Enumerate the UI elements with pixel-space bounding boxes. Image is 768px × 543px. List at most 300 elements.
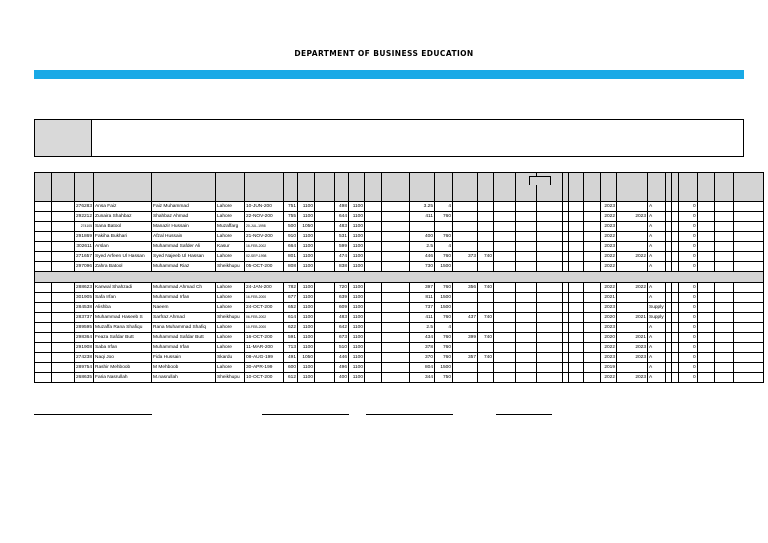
cell-blank — [714, 202, 733, 212]
table-group-separator — [35, 272, 764, 283]
cell-blank — [35, 353, 52, 363]
cell-blank — [733, 323, 763, 333]
cell-blank — [52, 363, 75, 373]
cell-total-3: 760 — [435, 343, 453, 353]
cell-zero: 0 — [678, 343, 697, 353]
cell-blank — [697, 283, 714, 293]
cell-year-2: 2022 — [617, 252, 648, 262]
cell-total-4: 740 — [478, 333, 494, 343]
cell-blank — [671, 283, 678, 293]
cell-blank — [714, 283, 733, 293]
cell-blank — [382, 363, 410, 373]
cell-total-1: 1100 — [298, 303, 315, 313]
table-header-row — [35, 173, 764, 202]
cell-total-4 — [478, 212, 494, 222]
cell-blank — [714, 363, 733, 373]
cell-dob: 08-AUG-199 — [245, 353, 284, 363]
cell-year-1: 2022 — [601, 283, 617, 293]
cell-blank — [537, 252, 563, 262]
cell-total-3: 760 — [435, 252, 453, 262]
cell-marks-1: 664 — [284, 242, 298, 252]
cell-blank — [584, 343, 601, 353]
cell-blank — [52, 303, 75, 313]
cell-blank — [516, 313, 537, 323]
cell-zero: 0 — [678, 212, 697, 222]
cell-blank — [516, 303, 537, 313]
cell-year-2 — [617, 323, 648, 333]
cell-total-1: 1100 — [298, 262, 315, 272]
cell-zero: 0 — [678, 303, 697, 313]
cell-blank — [365, 293, 382, 303]
header-corner-cell — [529, 176, 551, 185]
cell-year-2 — [617, 262, 648, 272]
cell-division: A — [648, 202, 666, 212]
cell-division: A — [648, 222, 666, 232]
cell-marks-2: 498 — [335, 202, 349, 212]
cell-dob: 24-JAN-200 — [245, 283, 284, 293]
cell-total-1: 1100 — [298, 212, 315, 222]
cell-blank — [584, 373, 601, 383]
cell-blank — [365, 353, 382, 363]
table-row — [35, 283, 764, 293]
cell-blank — [569, 313, 584, 323]
cell-reg-no: 283737 — [75, 313, 94, 323]
cell-blank — [516, 232, 537, 242]
cell-marks-3: 804 — [410, 363, 435, 373]
cell-blank — [671, 222, 678, 232]
cell-marks-3: 411 — [410, 313, 435, 323]
cell-blank — [35, 363, 52, 373]
cell-blank — [671, 323, 678, 333]
cell-father-name: Fida Hussain — [152, 353, 216, 363]
cell-marks-2: 483 — [335, 313, 349, 323]
cell-blank — [697, 202, 714, 212]
cell-blank — [35, 373, 52, 383]
cell-marks-1: 614 — [284, 313, 298, 323]
cell-city: Sheikhupu — [216, 373, 245, 383]
cell-marks-3: 446 — [410, 252, 435, 262]
cell-marks-3: 730 — [410, 262, 435, 272]
cell-marks-4 — [453, 232, 478, 242]
cell-blank — [365, 262, 382, 272]
cell-total-2: 1100 — [349, 373, 365, 383]
cell-total-2: 1100 — [349, 262, 365, 272]
cell-name: Zunaira Shahbaz — [94, 212, 152, 222]
cell-reg-no: 302611 — [75, 242, 94, 252]
cell-blank — [315, 303, 335, 313]
cell-blank — [52, 343, 75, 353]
cell-blank — [365, 303, 382, 313]
cell-year-2 — [617, 363, 648, 373]
cell-reg-no: 276283 — [75, 202, 94, 212]
cell-total-4 — [478, 242, 494, 252]
cell-father-name: Afzal Hussain — [152, 232, 216, 242]
cell-year-2: 2023 — [617, 212, 648, 222]
cell-total-4 — [478, 202, 494, 212]
cell-total-2: 1100 — [349, 323, 365, 333]
cell-blank — [516, 293, 537, 303]
cell-blank — [52, 202, 75, 212]
cell-father-name: Muhammad Irfan — [152, 293, 216, 303]
cell-father-name: Muhammad Ahmad Ch — [152, 283, 216, 293]
cell-marks-2: 644 — [335, 212, 349, 222]
cell-reg-no: 292212 — [75, 212, 94, 222]
cell-blank — [584, 262, 601, 272]
cell-father-name: Shahbaz Ahmad — [152, 212, 216, 222]
cell-blank — [365, 323, 382, 333]
cell-blank — [516, 333, 537, 343]
cell-marks-1: 782 — [284, 283, 298, 293]
cell-blank — [382, 283, 410, 293]
cell-zero: 0 — [678, 333, 697, 343]
cell-division: A — [648, 323, 666, 333]
cell-blank — [697, 232, 714, 242]
cell-father-name: Faiz Muhammad — [152, 202, 216, 212]
cell-reg-no: 274238 — [75, 353, 94, 363]
cell-blank — [733, 232, 763, 242]
table-row — [35, 222, 764, 232]
cell-reg-no: 298364 — [75, 333, 94, 343]
cell-blank — [494, 262, 516, 272]
cell-year-2 — [617, 202, 648, 212]
cell-marks-2: 446 — [335, 353, 349, 363]
cell-blank — [365, 242, 382, 252]
cell-blank — [494, 363, 516, 373]
cell-blank — [697, 222, 714, 232]
cell-total-2: 1100 — [349, 303, 365, 313]
cell-total-3: 760 — [435, 232, 453, 242]
cell-name: Syed Arfeen Ul Hassan — [94, 252, 152, 262]
cell-blank — [315, 343, 335, 353]
cell-blank — [584, 303, 601, 313]
cell-blank — [52, 232, 75, 242]
cell-dob: 06-FEB-2002 — [245, 313, 284, 323]
cell-division: A — [648, 343, 666, 353]
cell-total-1: 1100 — [298, 283, 315, 293]
cell-blank — [671, 333, 678, 343]
cell-blank — [494, 222, 516, 232]
cell-blank — [697, 353, 714, 363]
table-row — [35, 262, 764, 272]
cell-name: Muzaffa Rana Shafiqu — [94, 323, 152, 333]
cell-total-3: 760 — [435, 313, 453, 323]
cell-total-2: 1100 — [349, 353, 365, 363]
cell-blank — [35, 212, 52, 222]
cell-marks-1: 600 — [284, 363, 298, 373]
cell-total-3: 760 — [435, 353, 453, 363]
cell-blank — [365, 373, 382, 383]
cell-blank — [733, 242, 763, 252]
cell-year-2 — [617, 303, 648, 313]
cell-marks-4 — [453, 303, 478, 313]
cell-blank — [315, 283, 335, 293]
cell-blank — [382, 212, 410, 222]
cell-marks-3: 434 — [410, 333, 435, 343]
cell-blank — [52, 222, 75, 232]
cell-blank — [697, 242, 714, 252]
cell-blank — [537, 262, 563, 272]
signature-line-1 — [34, 414, 152, 415]
cell-blank — [365, 252, 382, 262]
cell-blank — [365, 283, 382, 293]
cell-blank — [714, 252, 733, 262]
cell-blank — [382, 353, 410, 363]
cell-blank — [537, 343, 563, 353]
cell-blank — [697, 293, 714, 303]
cell-blank — [35, 293, 52, 303]
cell-marks-4 — [453, 343, 478, 353]
cell-blank — [733, 293, 763, 303]
cell-blank — [569, 212, 584, 222]
cell-year-2 — [617, 232, 648, 242]
cell-zero: 0 — [678, 353, 697, 363]
cell-marks-3: 400 — [410, 232, 435, 242]
cell-blank — [516, 363, 537, 373]
cell-blank — [494, 373, 516, 383]
cell-dob: 16-FEB-2000 — [245, 293, 284, 303]
cell-name: Ansa Faiz — [94, 202, 152, 212]
cell-name: Faria Nasrullah — [94, 373, 152, 383]
cell-year-1: 2022 — [601, 262, 617, 272]
cell-blank — [697, 252, 714, 262]
cell-total-2: 1100 — [349, 242, 365, 252]
cell-blank — [671, 232, 678, 242]
cell-dob: 02-SEP-1998 — [245, 252, 284, 262]
table-row — [35, 242, 764, 252]
cell-blank — [494, 343, 516, 353]
cell-blank — [569, 373, 584, 383]
cell-dob: 11-MAR-200 — [245, 343, 284, 353]
cell-name: Feaza Safdar Butt — [94, 333, 152, 343]
cell-blank — [315, 262, 335, 272]
cell-father-name: Muhammad Riaz — [152, 262, 216, 272]
cell-total-2: 1100 — [349, 293, 365, 303]
table-group-1 — [35, 202, 764, 272]
cell-blank — [52, 262, 75, 272]
cell-blank — [569, 293, 584, 303]
signature-line-4 — [496, 414, 552, 415]
cell-year-1: 2023 — [601, 222, 617, 232]
cell-division: A — [648, 373, 666, 383]
cell-blank — [584, 212, 601, 222]
cell-blank — [52, 242, 75, 252]
cell-blank — [494, 212, 516, 222]
header-band — [34, 70, 744, 79]
cell-blank — [35, 242, 52, 252]
page-title: DEPARTMENT OF BUSINESS EDUCATION — [294, 49, 474, 58]
cell-zero: 0 — [678, 283, 697, 293]
table-row — [35, 313, 764, 323]
cell-zero: 0 — [678, 323, 697, 333]
cell-year-2: 2021 — [617, 313, 648, 323]
cell-zero: 0 — [678, 242, 697, 252]
cell-marks-3: 411 — [410, 212, 435, 222]
cell-year-1: 2023 — [601, 242, 617, 252]
cell-blank — [494, 252, 516, 262]
cell-blank — [494, 313, 516, 323]
cell-blank — [52, 283, 75, 293]
cell-blank — [537, 222, 563, 232]
cell-dob: 20-JUL-1998 — [245, 222, 284, 232]
cell-total-2: 1100 — [349, 232, 365, 242]
cell-blank — [52, 333, 75, 343]
cell-zero: 0 — [678, 232, 697, 242]
cell-year-2 — [617, 293, 648, 303]
cell-blank — [35, 252, 52, 262]
cell-blank — [537, 293, 563, 303]
cell-blank — [584, 353, 601, 363]
cell-city: Lahore — [216, 202, 245, 212]
cell-blank — [697, 313, 714, 323]
cell-blank — [494, 353, 516, 363]
cell-reg-no: 289754 — [75, 363, 94, 373]
cell-blank — [365, 222, 382, 232]
cell-marks-4 — [453, 363, 478, 373]
cell-blank — [697, 262, 714, 272]
cell-blank — [714, 242, 733, 252]
cell-marks-1: 751 — [284, 202, 298, 212]
cell-blank — [697, 343, 714, 353]
cell-blank — [569, 303, 584, 313]
cell-blank — [494, 202, 516, 212]
cell-total-2: 1100 — [349, 343, 365, 353]
cell-total-1: 1100 — [298, 363, 315, 373]
cell-marks-3: 397 — [410, 283, 435, 293]
cell-blank — [733, 343, 763, 353]
cell-name: Alishba — [94, 303, 152, 313]
cell-marks-1: 491 — [284, 353, 298, 363]
cell-dob: 10-FEB-2000 — [245, 323, 284, 333]
cell-blank — [569, 252, 584, 262]
cell-blank — [516, 323, 537, 333]
cell-marks-2: 400 — [335, 373, 349, 383]
info-box — [34, 119, 744, 157]
cell-name: Safa Irfan — [94, 293, 152, 303]
cell-total-3 — [435, 222, 453, 232]
cell-blank — [569, 262, 584, 272]
cell-blank — [671, 353, 678, 363]
cell-dob: 22-NOV-200 — [245, 212, 284, 222]
cell-division: Supply — [648, 313, 666, 323]
table-row — [35, 252, 764, 262]
cell-blank — [714, 222, 733, 232]
cell-total-3: 4 — [435, 242, 453, 252]
cell-marks-2: 642 — [335, 323, 349, 333]
cell-blank — [35, 323, 52, 333]
cell-year-1: 2022 — [601, 252, 617, 262]
cell-marks-4 — [453, 202, 478, 212]
cell-city: Lahore — [216, 252, 245, 262]
cell-father-name: Syed Najeeb Ul Hassan — [152, 252, 216, 262]
cell-marks-4 — [453, 212, 478, 222]
cell-blank — [569, 202, 584, 212]
cell-zero: 0 — [678, 262, 697, 272]
cell-blank — [365, 333, 382, 343]
cell-blank — [537, 303, 563, 313]
cell-blank — [714, 333, 733, 343]
cell-marks-2: 474 — [335, 252, 349, 262]
cell-year-1: 2023 — [601, 323, 617, 333]
cell-blank — [569, 242, 584, 252]
cell-blank — [382, 373, 410, 383]
cell-blank — [733, 313, 763, 323]
cell-total-4: 740 — [478, 353, 494, 363]
cell-father-name: Rana Muhammad Shafiq — [152, 323, 216, 333]
cell-blank — [365, 343, 382, 353]
cell-blank — [494, 242, 516, 252]
table-group-2 — [35, 283, 764, 383]
cell-year-1: 2023 — [601, 202, 617, 212]
table-row — [35, 363, 764, 373]
cell-total-1: 1100 — [298, 232, 315, 242]
cell-blank — [584, 222, 601, 232]
cell-year-1: 2022 — [601, 373, 617, 383]
cell-marks-3: 737 — [410, 303, 435, 313]
cell-marks-2: 483 — [335, 222, 349, 232]
cell-blank — [697, 212, 714, 222]
cell-blank — [537, 373, 563, 383]
cell-city: Lahore — [216, 343, 245, 353]
cell-year-2: 2022 — [617, 283, 648, 293]
cell-blank — [382, 242, 410, 252]
cell-blank — [671, 313, 678, 323]
cell-marks-4 — [453, 222, 478, 232]
cell-blank — [671, 373, 678, 383]
cell-total-2: 1100 — [349, 202, 365, 212]
cell-total-1: 1050 — [298, 222, 315, 232]
cell-blank — [537, 202, 563, 212]
table-row — [35, 303, 764, 313]
cell-total-4: 740 — [478, 313, 494, 323]
cell-blank — [315, 323, 335, 333]
cell-blank — [494, 323, 516, 333]
cell-reg-no: 268635 — [75, 373, 94, 383]
cell-year-1: 2022 — [601, 212, 617, 222]
cell-blank — [35, 202, 52, 212]
cell-dob: 16-FEB-2002 — [245, 242, 284, 252]
cell-blank — [569, 353, 584, 363]
cell-blank — [315, 363, 335, 373]
cell-total-2: 1100 — [349, 212, 365, 222]
cell-city: Lahore — [216, 293, 245, 303]
cell-blank — [537, 212, 563, 222]
cell-blank — [516, 353, 537, 363]
cell-year-1: 2023 — [601, 353, 617, 363]
cell-father-name: M.nasrullah — [152, 373, 216, 383]
cell-total-3: 750 — [435, 373, 453, 383]
cell-total-3: 1500 — [435, 262, 453, 272]
cell-marks-3: 378 — [410, 343, 435, 353]
cell-blank — [35, 313, 52, 323]
cell-blank — [365, 232, 382, 242]
cell-reg-no: 271657 — [75, 252, 94, 262]
cell-total-4 — [478, 293, 494, 303]
cell-blank — [516, 373, 537, 383]
cell-blank — [315, 232, 335, 242]
cell-blank — [537, 333, 563, 343]
cell-city: Lahore — [216, 232, 245, 242]
cell-total-2: 1100 — [349, 252, 365, 262]
cell-reg-no: 289595 — [75, 323, 94, 333]
cell-blank — [315, 202, 335, 212]
cell-blank — [315, 373, 335, 383]
info-box-label-cell — [35, 120, 92, 156]
cell-total-4 — [478, 323, 494, 333]
table-row — [35, 202, 764, 212]
cell-dob: 10-JUN-200 — [245, 202, 284, 212]
cell-total-1: 1100 — [298, 323, 315, 333]
cell-marks-3: 3.25 — [410, 202, 435, 212]
